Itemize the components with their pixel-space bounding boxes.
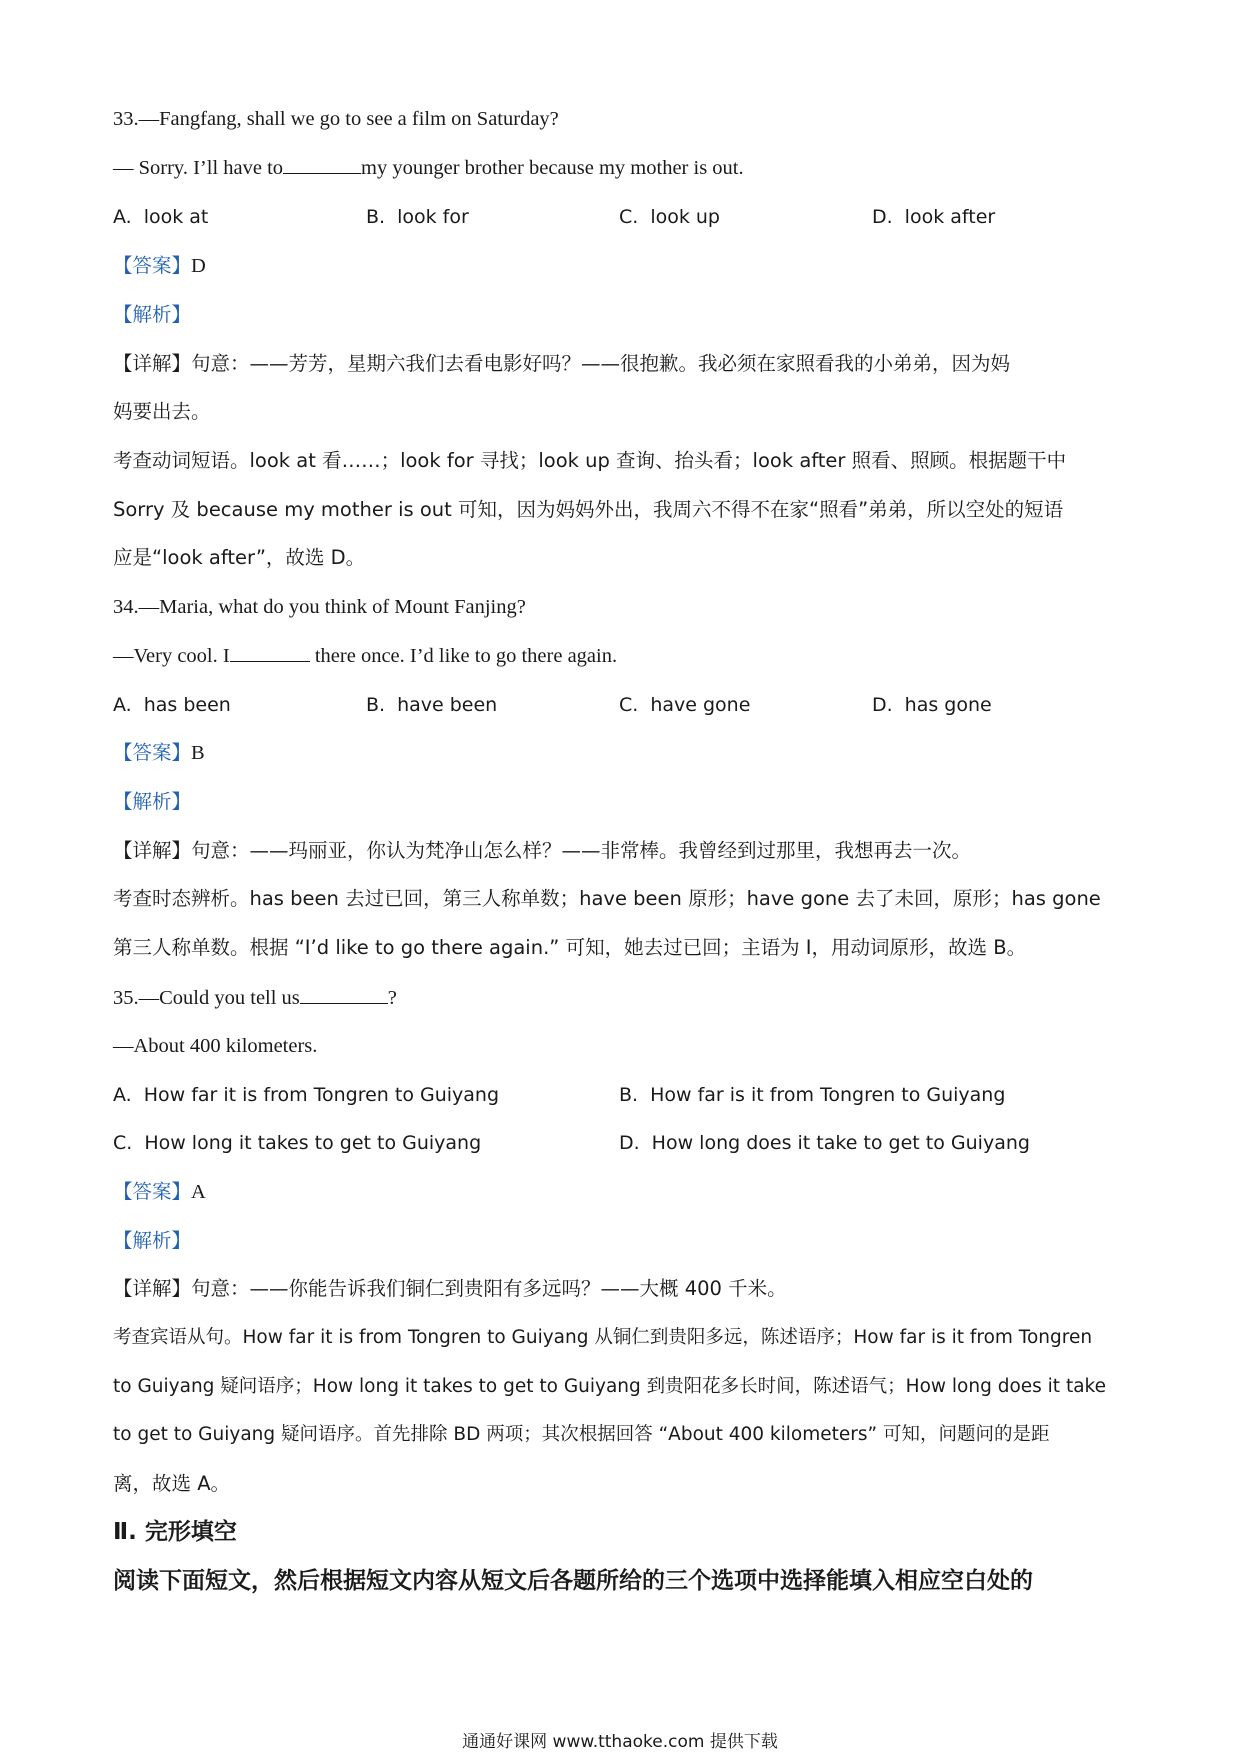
q35-stem xyxy=(113,983,397,1012)
q35-stem-end: ? xyxy=(387,987,397,1009)
page-footer: 通通好课网 www.tthaoke.com 提供下载 xyxy=(462,1732,778,1752)
q34-detail-line-2: 考查时态辨析。has been 去过已回，第三人称单数；have been 原形；have gone 去了未回，原形；has gone xyxy=(113,887,1101,910)
q35-option-d: D. How long does it take to get to Guiyang xyxy=(619,1132,1030,1154)
q35-reply: —About 400 kilometers. xyxy=(113,1035,318,1057)
q35-detail-line-5: 离，故选 A。 xyxy=(113,1472,231,1495)
section-instruction: 阅读下面短文，然后根据短文内容从短文后各题所给的三个选项中选择能填入相应空白处的 xyxy=(113,1568,1033,1594)
q33-reply xyxy=(113,153,744,182)
section-title: Ⅱ. 完形填空 xyxy=(113,1519,237,1545)
q34-option-a: A. has been xyxy=(113,694,231,716)
q33-detail-line-3: 考查动词短语。look at 看……；look for 寻找；look up 查询、抬头看；look after 照看、照顾。根据题干中 xyxy=(113,449,1067,472)
q34-reply-end: there once. I’d like to go there again. xyxy=(309,645,618,667)
q33-option-c: C. look up xyxy=(619,206,720,228)
q34-analysis-label: 【解析】 xyxy=(113,790,192,813)
q35-detail-line-4: to get to Guiyang 疑问语序。首先排除 BD 两项；其次根据回答 “About 400 kilometers” 可知，问题问的是距 xyxy=(113,1424,1050,1445)
q33-answer: 【答案】D xyxy=(113,254,206,277)
q33-reply-end: my younger brother because my mother is out. xyxy=(361,157,744,179)
q34-option-b: B. have been xyxy=(366,694,498,716)
q34-blank xyxy=(230,641,310,662)
q35-answer: 【答案】A xyxy=(113,1180,206,1203)
q33-detail-line-5: 应是“look after”，故选 D。 xyxy=(113,546,366,569)
q33-analysis-label: 【解析】 xyxy=(113,303,192,326)
q35-blank xyxy=(300,983,388,1004)
q34-option-c: C. have gone xyxy=(619,694,751,716)
q34-reply xyxy=(113,641,617,670)
q33-blank xyxy=(283,153,361,174)
q35-option-b: B. How far is it from Tongren to Guiyang xyxy=(619,1084,1006,1106)
q34-detail-line-1: 【详解】句意：——玛丽亚，你认为梵净山怎么样？——非常棒。我曾经到过那里，我想再去一次。 xyxy=(113,839,972,862)
q34-detail-line-3: 第三人称单数。根据 “I’d like to go there again.” 可知，她去过已回；主语为 I，用动词原形，故选 B。 xyxy=(113,936,1027,959)
q34-option-d: D. has gone xyxy=(872,694,992,716)
q34-stem: 34.—Maria, what do you think of Mount Fanjing? xyxy=(113,596,526,618)
q34-reply-start: —Very cool. I xyxy=(113,645,230,667)
q33-option-a: A. look at xyxy=(113,206,209,228)
q33-reply-start: — Sorry. I’ll have to xyxy=(113,157,284,179)
q35-detail-line-1: 【详解】句意：——你能告诉我们铜仁到贵阳有多远吗？——大概 400 千米。 xyxy=(113,1277,787,1300)
q35-detail-line-3: to Guiyang 疑问语序；How long it takes to get to Guiyang 到贵阳花多长时间，陈述语气；How long does it take xyxy=(113,1376,1106,1397)
q33-option-d: D. look after xyxy=(872,206,996,228)
q33-detail-line-1: 【详解】句意：——芳芳，星期六我们去看电影好吗？——很抱歉。我必须在家照看我的小弟弟，因为妈 xyxy=(113,352,1011,375)
q33-detail-line-2: 妈要出去。 xyxy=(113,400,211,423)
q34-answer: 【答案】B xyxy=(113,741,205,764)
q35-option-c: C. How long it takes to get to Guiyang xyxy=(113,1132,482,1154)
q35-analysis-label: 【解析】 xyxy=(113,1229,192,1252)
q35-detail-line-2: 考查宾语从句。How far it is from Tongren to Guiyang 从铜仁到贵阳多远，陈述语序；How far is it from Tongren xyxy=(113,1327,1093,1348)
q35-option-a: A. How far it is from Tongren to Guiyang xyxy=(113,1084,500,1106)
q33-stem: 33.—Fangfang, shall we go to see a film on Saturday? xyxy=(113,108,559,130)
q35-stem-start: 35.—Could you tell us xyxy=(113,987,300,1009)
q33-detail-line-4: Sorry 及 because my mother is out 可知，因为妈妈外出，我周六不得不在家“照看”弟弟，所以空处的短语 xyxy=(113,498,1064,521)
q33-option-b: B. look for xyxy=(366,206,469,228)
